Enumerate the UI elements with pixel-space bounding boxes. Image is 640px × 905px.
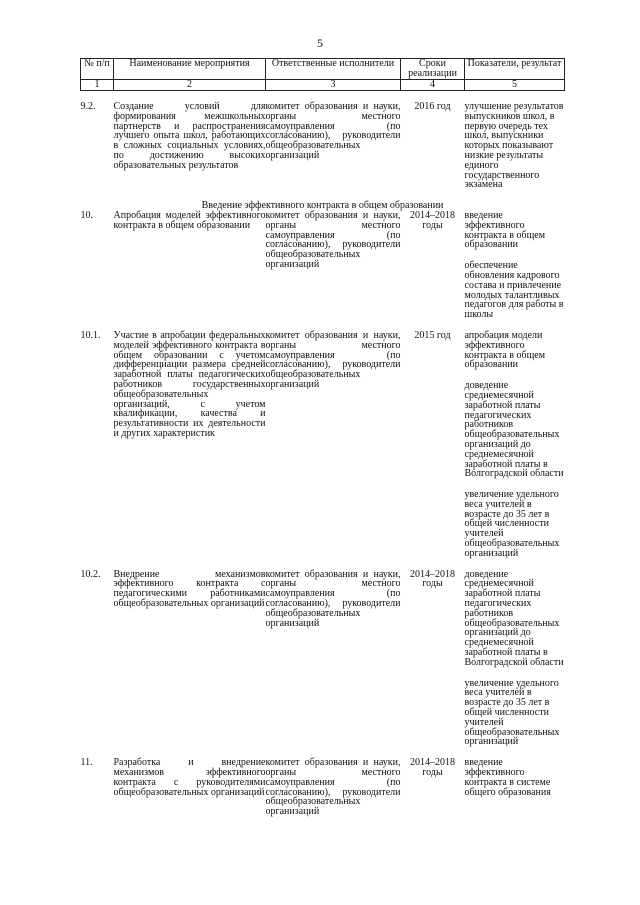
header-measure-name: Наименование мероприятия (114, 59, 266, 80)
column-number: 5 (465, 80, 565, 91)
responsible-executors: комитет образования и науки, органы местного самоуправления (по согласованию), руководители общеобразовательных организаций (265, 101, 401, 161)
header-number: № п/п (81, 59, 114, 80)
result-cell (465, 91, 565, 202)
result-item: обеспечение обновления кадрового состава и привлечение молодых талантливых педагогов для работы в школы (464, 260, 564, 321)
measure-name: Апробация моделей эффективного контракта в общем образовании (113, 209, 266, 231)
column-number: 1 (81, 80, 114, 91)
measure-name: Создание условий для формирования межшкольных партнерств и распространения лучшего опыта школ, работающих в сложных социальных условиях, по достижению высоких образовательных результатов (113, 101, 266, 171)
table-row (81, 758, 565, 817)
implementation-term: 2015 год (414, 329, 451, 341)
result-cell (465, 331, 565, 570)
header-result: Показатели, результат (465, 59, 565, 80)
table-row (81, 211, 565, 331)
row-number: 10. (80, 209, 93, 221)
table-row (81, 331, 565, 570)
plan-table (80, 58, 565, 817)
implementation-term: 2014–2018 годы (410, 209, 455, 231)
result-item: введение эффективного контракта в общем образовании (464, 209, 546, 251)
result-item: улучшение результатов выпускников школ, в первую очередь тех школ, выпускники которых показывают низкие результаты единого государственного экзамена (464, 101, 564, 191)
section-title: Введение эффективного контракта в общем образовании (201, 200, 444, 212)
row-number: 10.2. (80, 568, 101, 580)
measure-name: Внедрение механизмов эффективного контракта с педагогическими работниками общеобразовательных организаций (113, 568, 266, 610)
result-cell (465, 758, 565, 817)
header-responsible: Ответственные исполнители (266, 59, 401, 80)
page-number: 5 (317, 36, 323, 50)
result-cell (465, 211, 565, 331)
result-item: доведение среднемесячной заработной платы педагогических работников общеобразовательных организаций до среднемесячной заработной платы в Волгоградской области (464, 568, 564, 668)
measure-name: Разработка и внедрение механизмов эффективного контракта с руководителями общеобразовательных организаций (113, 757, 266, 798)
implementation-term: 2014–2018 годы (410, 757, 455, 779)
implementation-term: 2014–2018 годы (410, 568, 455, 590)
measure-name: Участие в апробации федеральных моделей эффективного контракта в общем образовании с учетом дифференциации размера средней заработной платы педагогических работников государственных общеобразовательных организаций, с учетом квалификации, качества и результативности их деятельности и других характеристик (113, 329, 266, 439)
table-header-row (81, 59, 565, 80)
result-item: введение эффективного контракта в системе общего образования (464, 757, 551, 798)
table-row (81, 570, 565, 759)
result-item: доведение среднемесячной заработной платы педагогических работников общеобразовательных организаций до среднемесячной заработной платы в Волгоградской области (464, 380, 564, 480)
column-number: 2 (114, 80, 266, 91)
responsible-executors: комитет образования и науки, органы местного самоуправления (по согласованию), руководители общеобразовательных организаций (265, 209, 401, 270)
responsible-executors: комитет образования и науки, органы местного самоуправления (по согласованию), руководители общеобразовательных организаций (265, 568, 401, 629)
row-number: 9.2. (80, 101, 96, 112)
row-number: 10.1. (80, 329, 101, 341)
result-item: увеличение удельного веса учителей в возрасте до 35 лет в общей численности учителей общеобразовательных организаций (464, 677, 560, 748)
row-number: 11. (80, 757, 93, 769)
result-item: увеличение удельного веса учителей в возрасте до 35 лет в общей численности учителей общеобразовательных организаций (464, 489, 560, 559)
responsible-executors: комитет образования и науки, органы местного самоуправления (по согласованию), руководители общеобразовательных организаций (265, 757, 401, 818)
header-term: Сроки реализации (401, 59, 465, 80)
table-row (81, 91, 565, 202)
implementation-term: 2016 год (414, 101, 451, 112)
column-number: 4 (401, 80, 465, 91)
result-cell (465, 570, 565, 759)
result-item: апробация модели эффективного контракта в общем образовании (464, 329, 546, 371)
responsible-executors: комитет образования и науки, органы местного самоуправления (по согласованию), руководители общеобразовательных организаций (265, 329, 401, 390)
column-number-row (81, 80, 565, 91)
column-number: 3 (266, 80, 401, 91)
